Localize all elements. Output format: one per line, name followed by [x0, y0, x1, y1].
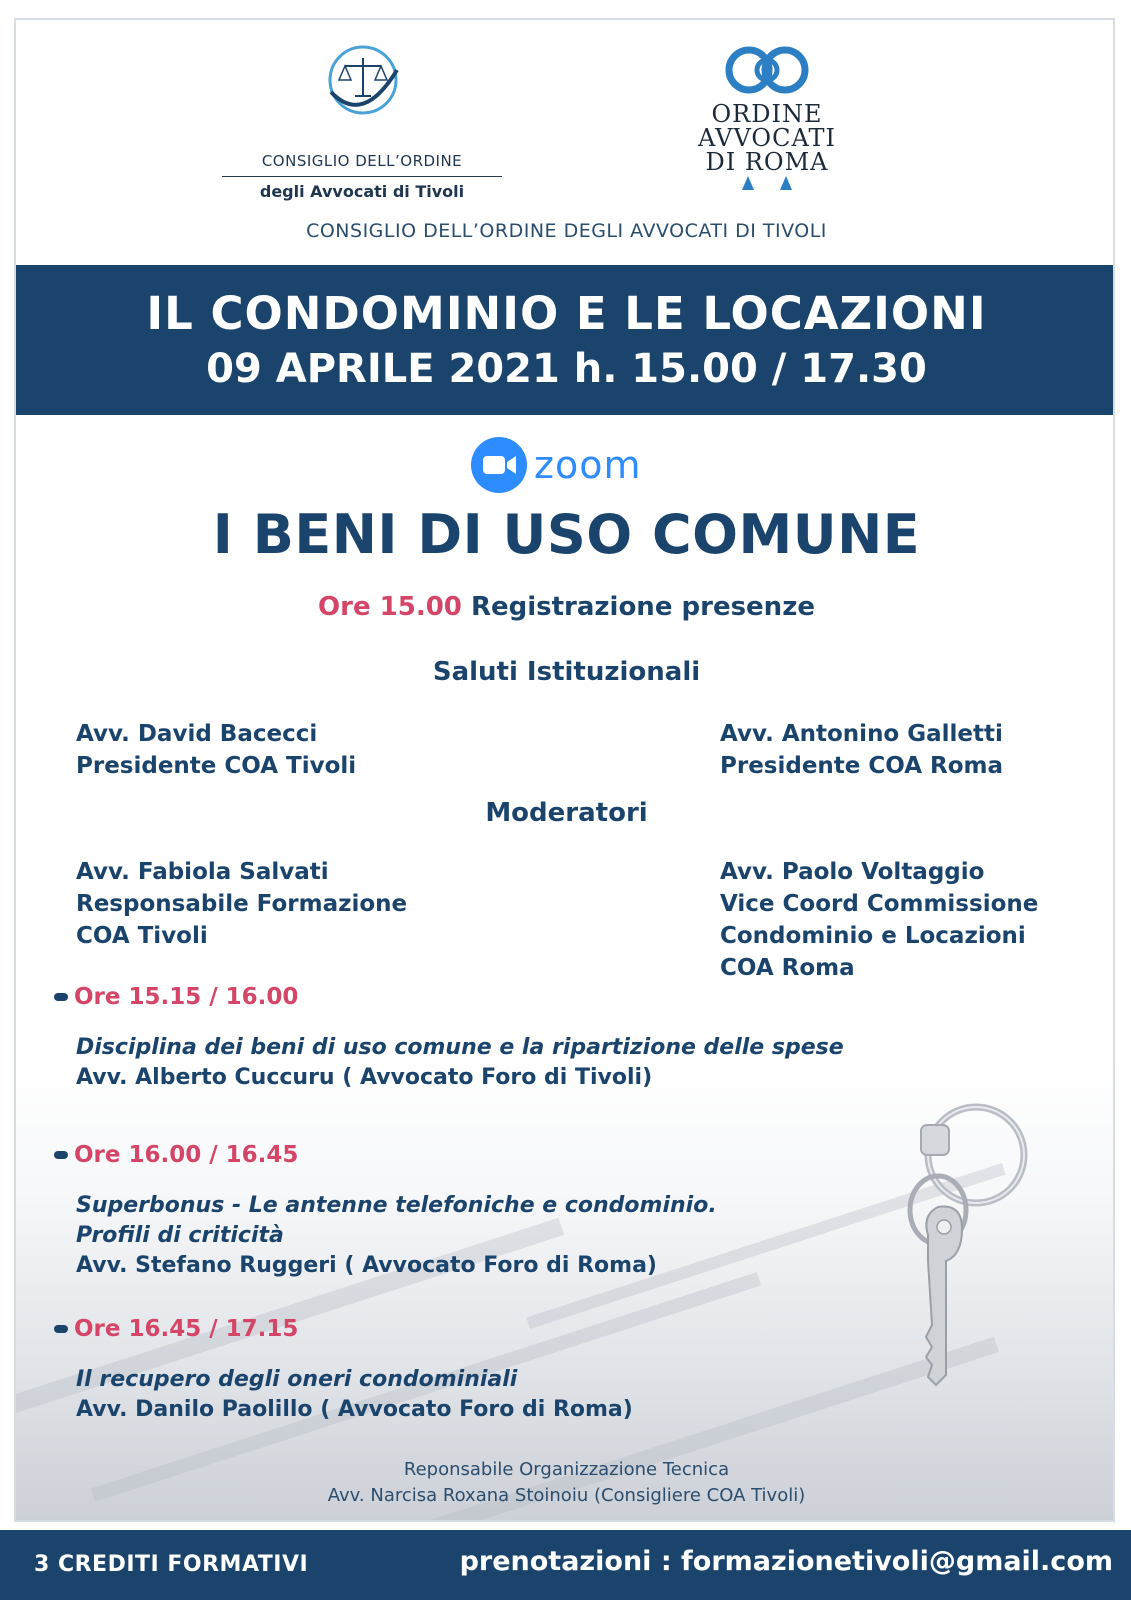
slot-2-speaker: Avv. Stefano Ruggeri ( Avvocato Foro di Roma): [76, 1253, 657, 1278]
moderator-left-name: Avv. Fabiola Salvati: [76, 859, 329, 885]
registration-time: Ore 15.00: [318, 592, 462, 622]
greetings-heading: Saluti Istituzionali: [432, 657, 701, 687]
greeting-right: [720, 718, 1003, 782]
program-slot-1: [54, 984, 298, 1010]
program-slot-2: [54, 1142, 298, 1168]
program-slot-3: [54, 1316, 298, 1342]
greeting-right-name: Avv. Antonino Galletti: [720, 721, 1003, 747]
slot-1-title: Disciplina dei beni di uso comune e la ripartizione delle spese: [76, 1035, 844, 1060]
bullet-icon: [54, 1325, 68, 1333]
slot-1-time: Ore 15.15 / 16.00: [74, 984, 299, 1010]
title-banner: [14, 265, 1115, 415]
credits-label: 3 CREDITI FORMATIVI: [34, 1552, 309, 1577]
logo-tivoli-line2: degli Avvocati di Tivoli: [259, 182, 465, 201]
slot-3-time: Ore 16.45 / 17.15: [74, 1316, 299, 1342]
logo-ordine-avvocati-roma: [692, 40, 842, 220]
knot-emblem-icon: [721, 40, 813, 102]
moderator-left: [76, 856, 407, 952]
logo-tivoli-line1: CONSIGLIO DELL’ORDINE: [261, 152, 463, 170]
keys-icon: [866, 1095, 1046, 1405]
moderator-right-name: Avv. Paolo Voltaggio: [720, 859, 985, 885]
logo-roma-line2: AVVOCATI: [698, 124, 836, 152]
slot-3-title: Il recupero degli oneri condominiali: [76, 1367, 518, 1392]
logo-roma-line1: ORDINE: [711, 100, 823, 128]
zoom-wordmark: zoom: [534, 443, 642, 487]
greeting-left: [76, 718, 356, 782]
slot-3-speaker: Avv. Danilo Paolillo ( Avvocato Foro di Roma): [76, 1397, 633, 1422]
moderator-left-role1: Responsabile Formazione: [76, 891, 408, 917]
slot-2-time: Ore 16.00 / 16.45: [74, 1142, 299, 1168]
footer-bar: [0, 1530, 1131, 1600]
moderator-right-role1: Vice Coord Commissione: [720, 891, 1039, 917]
slot-2-title: Superbonus - Le antenne telefoniche e condominio.: [76, 1193, 717, 1218]
registration-label: Registrazione presenze: [470, 592, 815, 622]
slot-2-title2: Profili di criticità: [76, 1223, 284, 1248]
moderator-right-role2: Condominio e Locazioni: [720, 923, 1026, 949]
organizer-label: Reponsabile Organizzazione Tecnica: [403, 1459, 730, 1480]
slot-1-speaker: Avv. Alberto Cuccuru ( Avvocato Foro di Tivoli): [76, 1065, 653, 1090]
event-title: IL CONDOMINIO E LE LOCAZIONI: [146, 287, 987, 340]
bullet-icon: [54, 993, 68, 1001]
booking-email[interactable]: prenotazioni : formazionetivoli@gmail.com: [459, 1546, 1113, 1577]
poster-frame: [14, 18, 1115, 1522]
zoom-logo: [470, 435, 641, 495]
greeting-left-name: Avv. David Bacecci: [76, 721, 318, 747]
moderators-heading: Moderatori: [485, 798, 648, 828]
scales-of-justice-icon: [317, 40, 409, 120]
bullet-icon: [54, 1151, 68, 1159]
technical-organizer: [16, 1457, 1115, 1509]
greeting-left-role: Presidente COA Tivoli: [76, 753, 357, 779]
moderator-right-role3: COA Roma: [720, 955, 855, 981]
zoom-camera-icon: [470, 436, 528, 494]
organizer-name: Avv. Narcisa Roxana Stoinoiu (Consigliere COA Tivoli): [327, 1485, 806, 1506]
moderator-left-role2: COA Tivoli: [76, 923, 208, 949]
event-datetime: 09 APRILE 2021 h. 15.00 / 17.30: [206, 346, 927, 392]
registration-line: [16, 592, 1115, 622]
greeting-right-role: Presidente COA Roma: [720, 753, 1004, 779]
logo-divider: [222, 176, 502, 177]
organizer-subtitle: CONSIGLIO DELL’ORDINE DEGLI AVVOCATI DI TIVOLI: [306, 220, 827, 242]
logo-coa-tivoli: [222, 40, 502, 210]
session-title: I BENI DI USO COMUNE: [212, 503, 921, 566]
moderator-right: [720, 856, 1038, 984]
logo-roma-line3: DI ROMA: [705, 148, 829, 176]
roma-base-icon: [732, 174, 802, 190]
